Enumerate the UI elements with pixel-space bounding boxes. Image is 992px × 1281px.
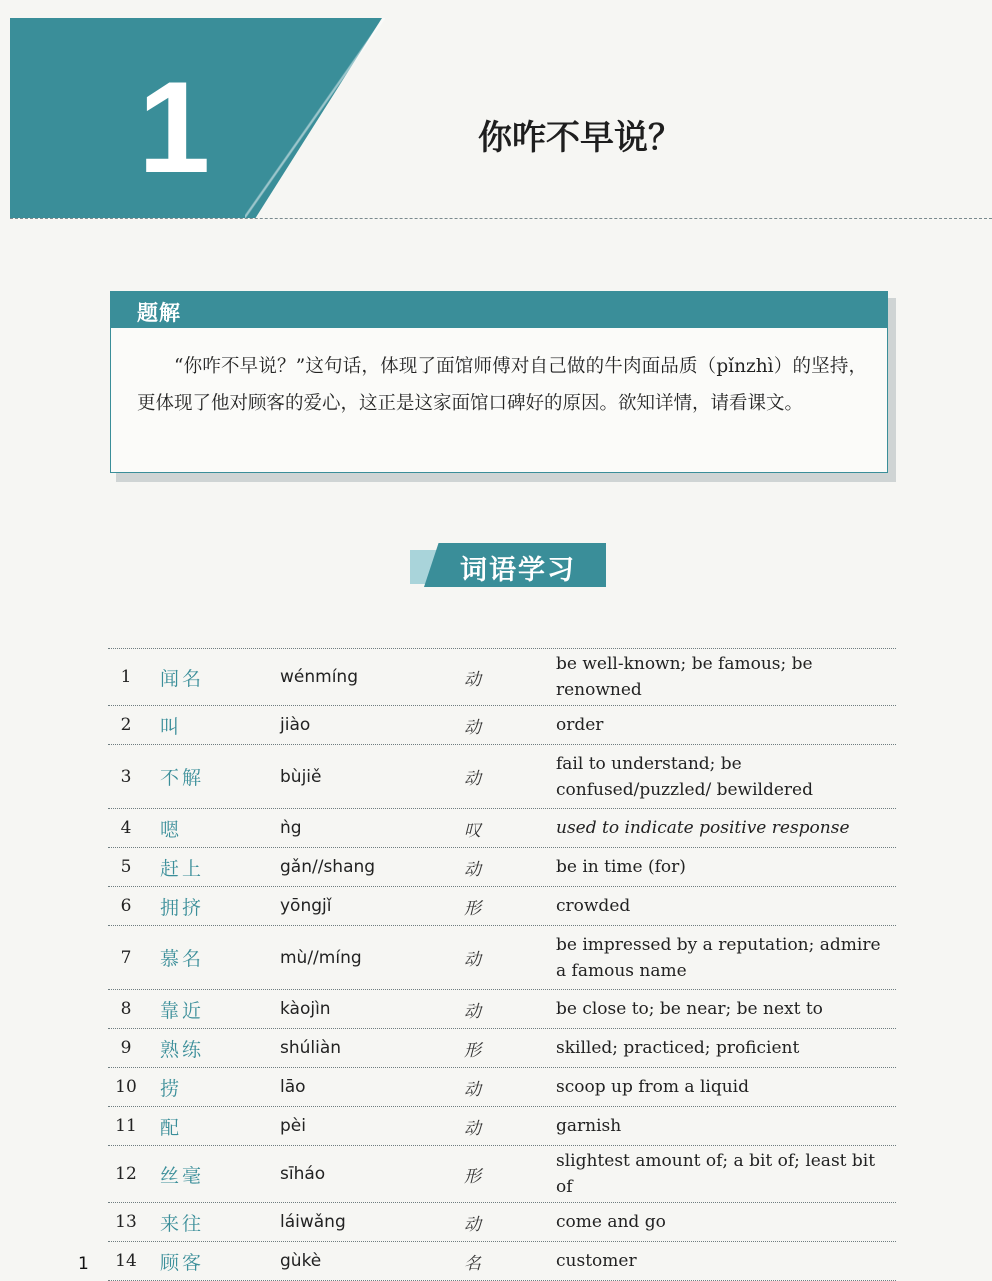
vocab-pinyin: gǎn//shang: [280, 857, 376, 877]
vocab-number: 3: [120, 766, 132, 787]
vocab-word: 闻名: [160, 667, 205, 690]
vocab-row: [108, 706, 896, 745]
vocab-part-of-speech: 动: [464, 859, 481, 880]
vocab-word: 叫: [160, 715, 183, 738]
vocab-number: 9: [120, 1038, 132, 1058]
vocab-number: 12: [115, 1164, 137, 1184]
vocab-row: [108, 1029, 896, 1068]
vocab-part-of-speech: 动: [464, 1079, 481, 1100]
vocab-number: 7: [120, 947, 132, 968]
vocab-number: 8: [120, 999, 132, 1019]
vocab-row: [108, 1068, 896, 1107]
vocab-number: 14: [115, 1251, 137, 1271]
vocab-part-of-speech: 动: [464, 950, 481, 970]
vocab-row: [108, 649, 896, 706]
vocab-number: 13: [115, 1212, 137, 1232]
vocab-part-of-speech: 动: [464, 669, 481, 690]
lesson-number: 1: [138, 54, 211, 200]
vocab-word: 拥挤: [160, 896, 205, 919]
vocab-pinyin: bùjiě: [280, 766, 322, 787]
page-number: 1: [78, 1254, 89, 1274]
vocab-definition: skilled; practiced; proficient: [556, 1038, 800, 1058]
vocab-part-of-speech: 形: [464, 1040, 481, 1061]
vocab-number: 1: [120, 667, 132, 687]
vocab-pinyin: jiào: [280, 715, 311, 735]
vocab-word: 来往: [160, 1212, 205, 1235]
vocab-number: 4: [120, 818, 132, 838]
vocab-pinyin: sīháo: [280, 1164, 326, 1184]
vocab-word: 配: [160, 1116, 183, 1139]
vocab-word: 熟练: [160, 1038, 205, 1061]
vocab-definition: crowded: [556, 896, 631, 916]
vocab-pinyin: mù//míng: [280, 947, 362, 968]
vocab-word: 赶上: [160, 857, 205, 880]
intro-header-label: 题解: [137, 301, 181, 325]
vocab-row: [108, 1107, 896, 1146]
vocab-row: [108, 809, 896, 848]
vocab-number: 2: [120, 715, 132, 735]
vocab-row: [108, 1203, 896, 1242]
vocab-definition: be close to; be near; be next to: [556, 999, 823, 1019]
vocab-number: 5: [120, 857, 132, 877]
intro-box: [110, 291, 888, 473]
vocab-row: [108, 887, 896, 926]
vocab-definition: order: [556, 715, 604, 735]
vocab-pinyin: láiwǎng: [280, 1212, 346, 1232]
vocab-definition: fail to understand; be confused/puzzled/ bewildered: [556, 753, 813, 800]
vocab-word: 捞: [160, 1077, 183, 1100]
vocab-definition: be in time (for): [556, 857, 686, 877]
vocab-pinyin: pèi: [280, 1116, 306, 1136]
lesson-title: 你咋不早说？: [478, 118, 682, 158]
vocab-part-of-speech: 叹: [464, 820, 481, 841]
vocab-number: 6: [120, 896, 132, 916]
vocab-pinyin: yōngjǐ: [280, 896, 332, 916]
vocab-part-of-speech: 动: [464, 1118, 481, 1139]
intro-paragraph: “你咋不早说？”这句话，体现了面馆师傅对自己做的牛肉面品质（pǐnzhì）的坚持，更体现了他对顾客的爱心，这正是这家面馆口碑好的原因。欲知详情，请看课文。: [137, 356, 867, 414]
vocab-definition: come and go: [556, 1212, 666, 1232]
vocab-number: 10: [115, 1077, 137, 1097]
vocab-word: 顾客: [160, 1251, 205, 1274]
vocab-heading: 词语学习: [460, 555, 576, 586]
vocab-pinyin: shúliàn: [280, 1038, 342, 1058]
vocab-row: [108, 926, 896, 990]
vocab-table: [108, 648, 896, 1281]
vocab-definition: slightest amount of; a bit of; least bit of: [556, 1151, 876, 1197]
vocab-definition: scoop up from a liquid: [556, 1077, 749, 1097]
vocab-word: 慕名: [160, 948, 205, 970]
vocab-part-of-speech: 动: [464, 717, 481, 738]
intro-header-bar: [111, 292, 887, 328]
vocab-word: 靠近: [160, 999, 205, 1022]
vocab-pinyin: wénmíng: [280, 667, 358, 687]
vocab-part-of-speech: 名: [464, 1253, 481, 1274]
vocab-definition: customer: [556, 1251, 637, 1271]
vocab-definition: be well-known; be famous; be renowned: [556, 654, 813, 700]
vocab-number: 11: [115, 1116, 137, 1136]
vocab-row: [108, 745, 896, 809]
vocab-pinyin: gùkè: [280, 1251, 322, 1271]
vocab-word: 丝毫: [160, 1164, 205, 1187]
vocab-definition: used to indicate positive response: [556, 818, 850, 838]
vocab-part-of-speech: 动: [464, 769, 481, 789]
vocab-pinyin: kàojìn: [280, 999, 331, 1019]
vocab-part-of-speech: 动: [464, 1214, 481, 1235]
vocab-word: 不解: [160, 767, 205, 789]
vocab-row: [108, 1146, 896, 1203]
vocab-definition: be impressed by a reputation; admire a famous name: [556, 934, 881, 981]
vocab-part-of-speech: 动: [464, 1001, 481, 1022]
header-divider: [10, 218, 992, 219]
vocab-row: [108, 848, 896, 887]
vocab-pinyin: lāo: [280, 1077, 306, 1097]
vocab-definition: garnish: [556, 1116, 622, 1136]
vocab-word: 嗯: [160, 818, 183, 841]
vocab-row: [108, 1242, 896, 1281]
vocab-part-of-speech: 形: [464, 1166, 481, 1187]
vocab-row: [108, 990, 896, 1029]
header-diagonal-stripe: [245, 18, 385, 218]
vocab-part-of-speech: 形: [464, 898, 481, 919]
vocab-pinyin: ǹg: [280, 818, 302, 838]
